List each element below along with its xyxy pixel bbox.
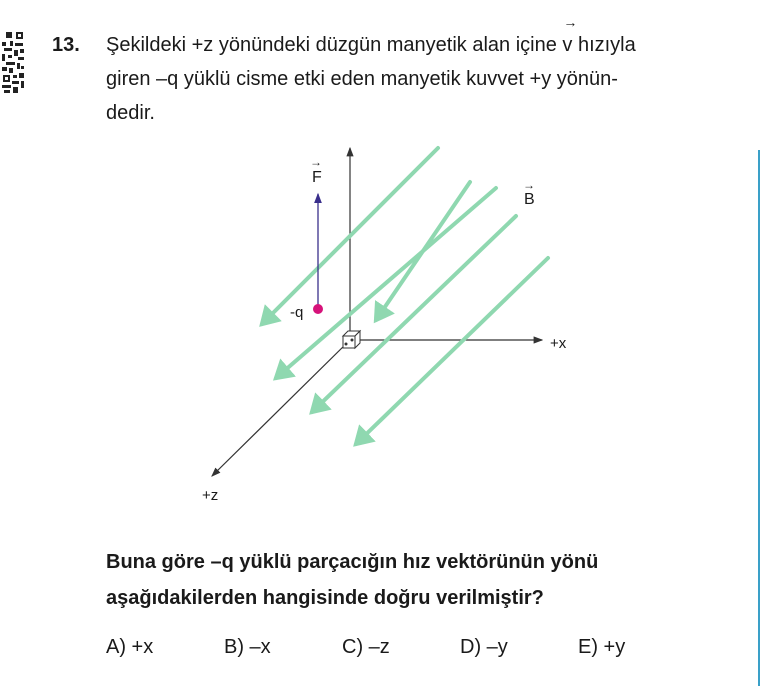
stem-line-1 <box>106 28 726 62</box>
qr-code-icon <box>0 30 26 96</box>
choice-b[interactable]: B) –x <box>224 636 271 658</box>
field-arrow <box>276 188 496 378</box>
choice-c[interactable]: C) –z <box>342 636 390 658</box>
stem-line-1-text: Şekildeki +z yönündeki düzgün manyetik alan içine <box>106 34 563 56</box>
z-axis <box>212 340 350 476</box>
field-label: B <box>524 191 535 208</box>
question-line-1: Buna göre –q yüklü parçacığın hız vektörünün yönü <box>106 551 599 573</box>
force-vector-arrow: → <box>310 155 322 169</box>
magnetic-field-diagram <box>180 136 600 516</box>
choice-d[interactable]: D) –y <box>460 636 508 658</box>
stem-line-1-end: hızıyla <box>572 34 636 56</box>
origin-cube-icon <box>343 331 360 348</box>
stem-line-3: dedir. <box>106 102 155 124</box>
z-axis-label: +z <box>202 487 219 504</box>
charge-label: -q <box>290 304 304 321</box>
page-divider <box>758 150 760 686</box>
x-axis-label: +x <box>550 335 567 352</box>
stem-line-2: giren –q yüklü cisme etki eden manyetik kuvvet +y yönün- <box>106 68 618 90</box>
field-vector-arrow: → <box>523 178 535 192</box>
question-prompt <box>106 544 720 616</box>
question-line-2: aşağıdakilerden hangisinde doğru verilmiştir? <box>106 587 544 609</box>
question-stem <box>106 28 726 130</box>
velocity-vector-symbol: v → <box>562 28 572 62</box>
question-number: 13. <box>52 34 80 56</box>
charge-dot <box>313 304 323 314</box>
choice-a[interactable]: A) +x <box>106 636 154 658</box>
choice-e[interactable]: E) +y <box>578 636 626 658</box>
force-label: F <box>312 169 322 186</box>
field-arrows <box>262 148 548 444</box>
